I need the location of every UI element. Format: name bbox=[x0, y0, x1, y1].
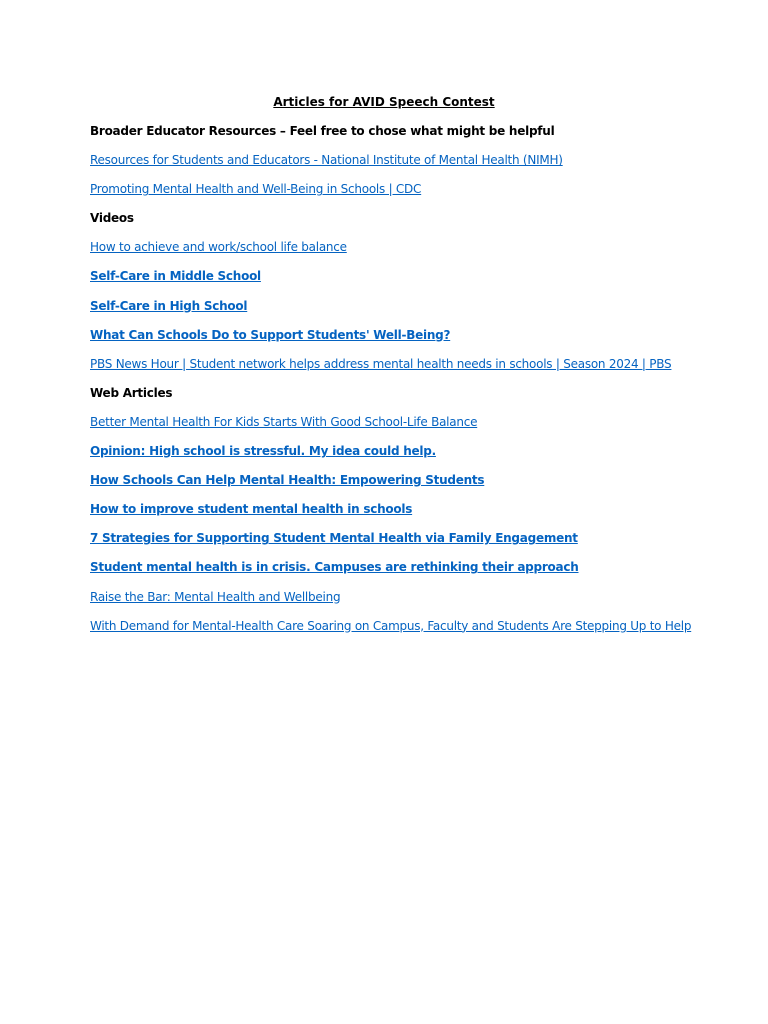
link-video-schools-support-wellbeing[interactable]: What Can Schools Do to Support Students' Well-Being? bbox=[90, 327, 451, 342]
link-video-self-care-high-school[interactable]: Self-Care in High School bbox=[90, 298, 248, 313]
document-title: Articles for AVID Speech Contest bbox=[273, 95, 495, 109]
link-video-life-balance[interactable]: How to achieve and work/school life balance bbox=[90, 240, 347, 255]
document-body bbox=[90, 123, 730, 647]
link-article-family-engagement[interactable]: 7 Strategies for Supporting Student Mental Health via Family Engagement bbox=[90, 531, 578, 546]
link-article-campuses-rethinking[interactable]: Student mental health is in crisis. Campuses are rethinking their approach bbox=[90, 560, 579, 575]
link-article-empowering-students[interactable]: How Schools Can Help Mental Health: Empowering Students bbox=[90, 473, 485, 488]
link-article-raise-the-bar[interactable]: Raise the Bar: Mental Health and Wellbeing bbox=[90, 589, 341, 604]
section-heading-educator-resources: Broader Educator Resources – Feel free to chose what might be helpful bbox=[90, 124, 555, 138]
link-article-improve-mental-health[interactable]: How to improve student mental health in schools bbox=[90, 502, 413, 517]
section-heading-web-articles: Web Articles bbox=[90, 385, 173, 400]
link-article-school-life-balance[interactable]: Better Mental Health For Kids Starts With Good School-Life Balance bbox=[90, 414, 478, 429]
link-cdc-promoting-mental-health[interactable]: Promoting Mental Health and Well-Being in Schools | CDC bbox=[90, 182, 422, 197]
section-heading-videos: Videos bbox=[90, 211, 134, 226]
link-video-pbs-news-hour[interactable]: PBS News Hour | Student network helps address mental health needs in schools | Season 2024 | PBS bbox=[90, 356, 672, 371]
link-article-high-school-stressful[interactable]: Opinion: High school is stressful. My idea could help. bbox=[90, 444, 436, 459]
link-article-demand-mental-health-care[interactable]: With Demand for Mental-Health Care Soaring on Campus, Faculty and Students Are Stepping Up to Help bbox=[90, 618, 692, 633]
link-video-self-care-middle-school[interactable]: Self-Care in Middle School bbox=[90, 269, 261, 284]
link-nimh-resources[interactable]: Resources for Students and Educators - National Institute of Mental Health (NIMH) bbox=[90, 153, 563, 168]
